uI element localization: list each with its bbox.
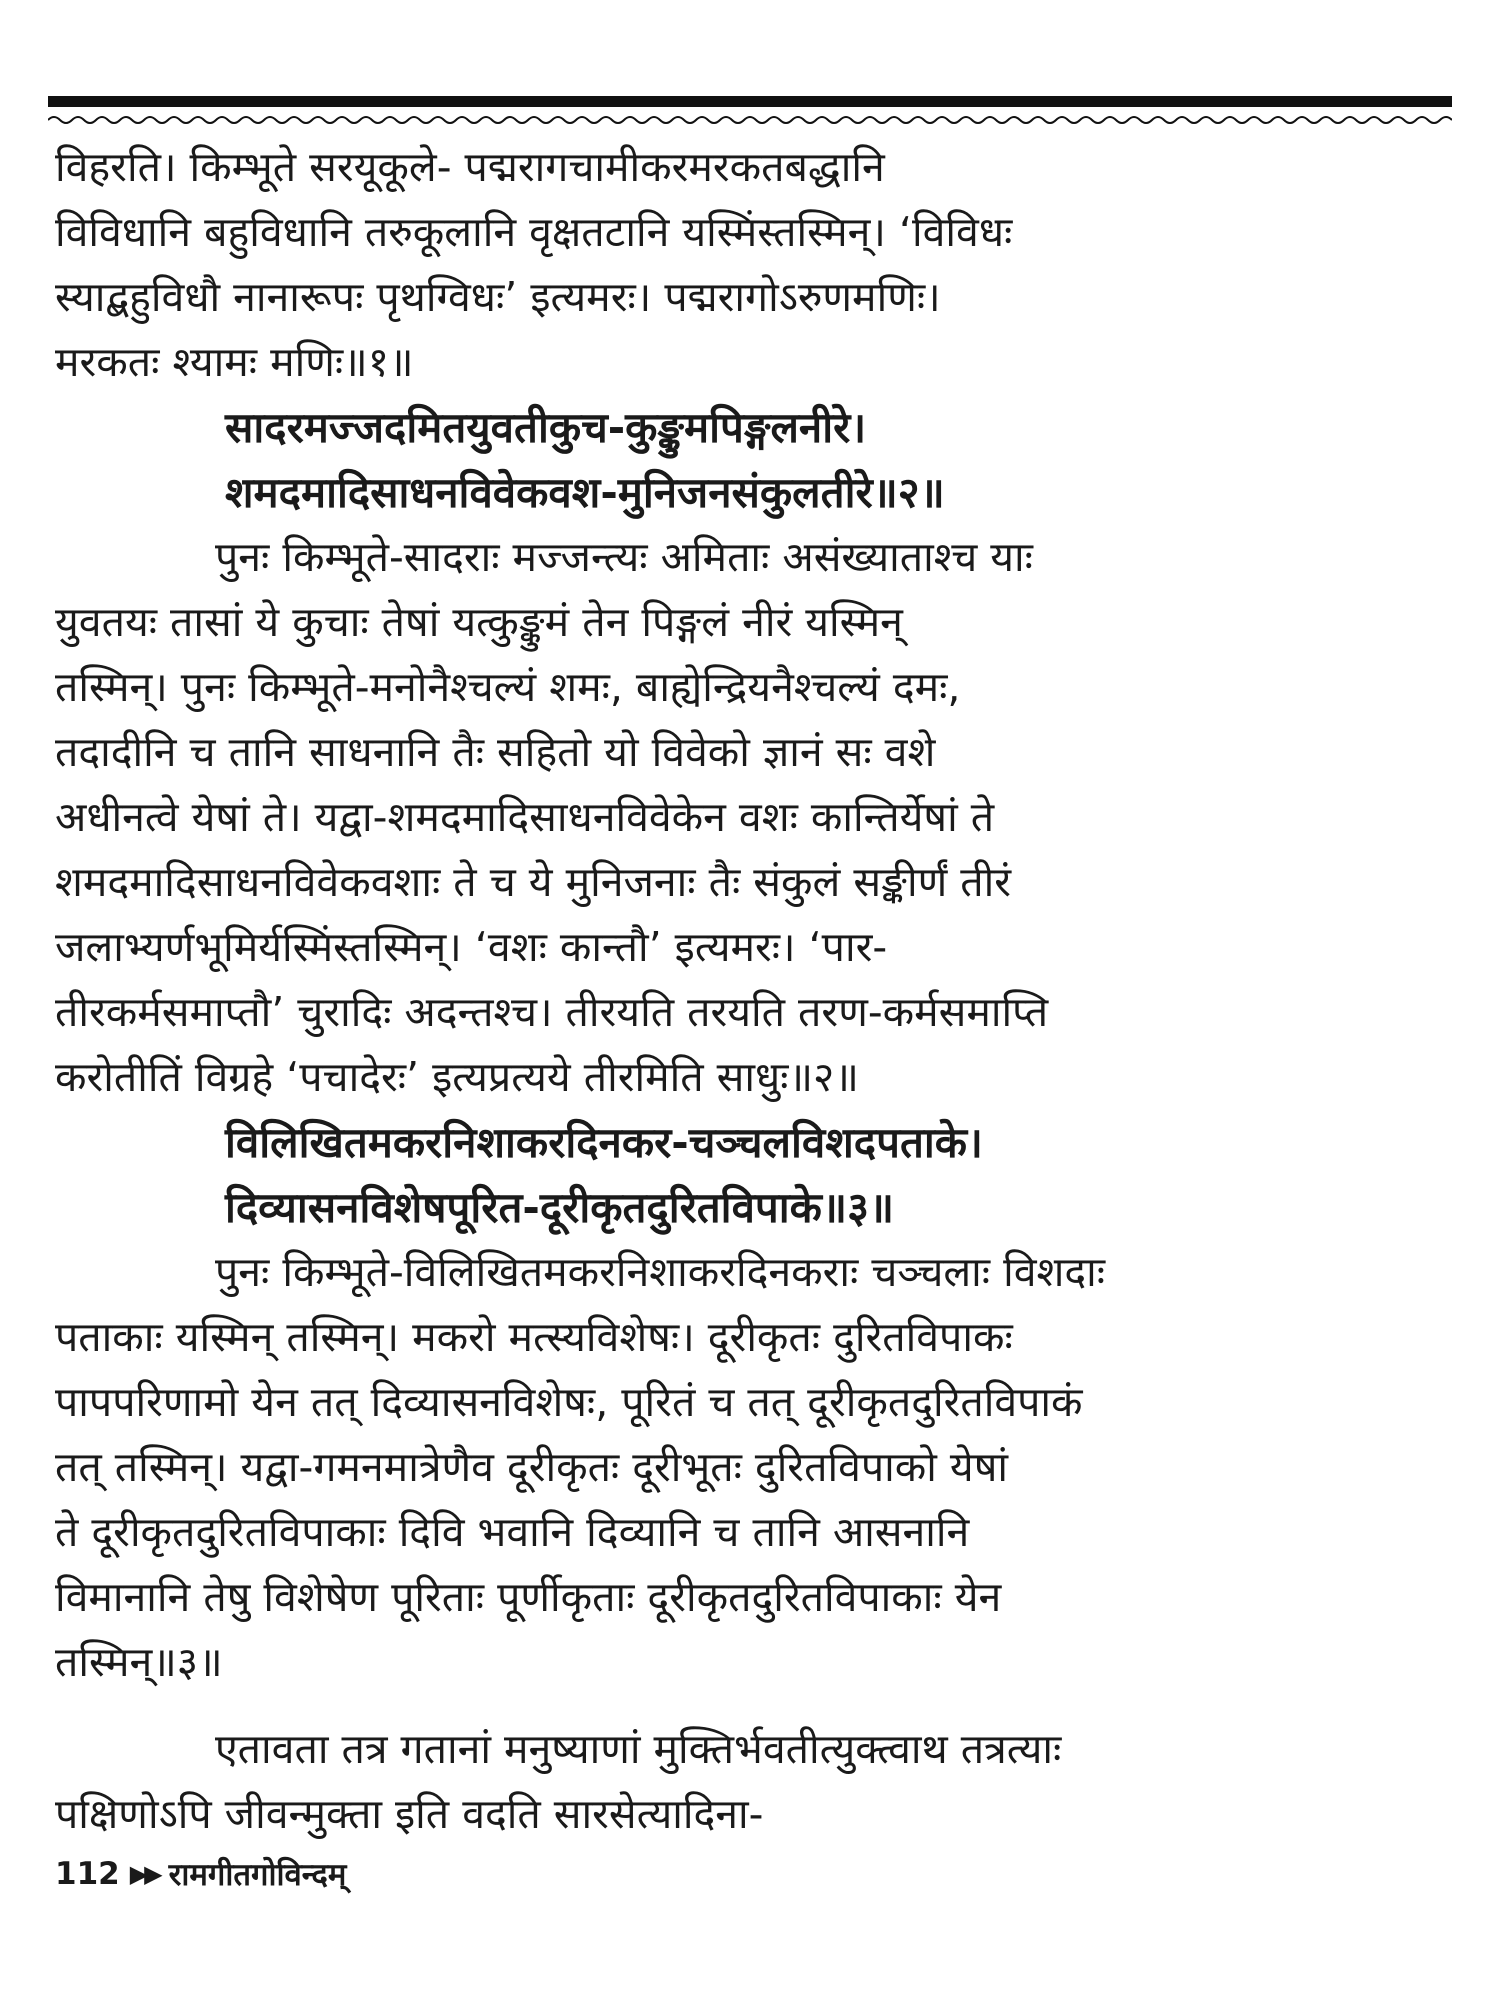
- commentary-line: तस्मिन्। पुनः किम्भूते-मनोनैश्चल्यं शमः, बाह्येन्द्रियनैश्चल्यं दमः,: [55, 663, 961, 711]
- commentary-line: पुनः किम्भूते-विलिखितमकरनिशाकरदिनकराः चञ्चलाः विशदाः: [215, 1248, 1106, 1296]
- commentary-line: स्याद्बहुविधौ नानारूपः पृथग्विधः’ इत्यमरः। पद्मरागोऽरुणमणिः।: [55, 273, 941, 321]
- commentary-line: शमदमादिसाधनविवेकवशाः ते च ये मुनिजनाः तैः संकुलं सङ्कीर्णं तीरं: [55, 858, 1012, 906]
- commentary-line: पताकाः यस्मिन् तस्मिन्। मकरो मत्स्यविशेषः। दूरीकृतः दुरितविपाकः: [55, 1313, 1013, 1361]
- commentary-line: पुनः किम्भूते-सादराः मज्जन्त्यः अमिताः असंख्याताश्च याः: [215, 533, 1033, 581]
- commentary-line: जलाभ्यर्णभूमिर्यस्मिंस्तस्मिन्। ‘वशः कान्तौ’ इत्यमरः। ‘पार-: [55, 923, 888, 971]
- verse-line: विलिखितमकरनिशाकरदिनकर-चञ्चलविशदपताके।: [225, 1118, 983, 1167]
- commentary-line: युवतयः तासां ये कुचाः तेषां यत्कुङ्कुमं तेन पिङ्गलं नीरं यस्मिन्: [55, 598, 903, 646]
- commentary-line: विविधानि बहुविधानि तरुकूलानि वृक्षतटानि यस्मिंस्तस्मिन्। ‘विविधः: [55, 208, 1013, 256]
- commentary-line: तस्मिन्॥३॥: [55, 1638, 223, 1686]
- page-footer: [55, 1853, 346, 1895]
- commentary-line: पापपरिणामो येन तत् दिव्यासनविशेषः, पूरितं च तत् दूरीकृतदुरितविपाकं: [55, 1378, 1083, 1426]
- page-body: [55, 135, 1450, 1847]
- commentary-line: पक्षिणोऽपि जीवन्मुक्ता इति वदति सारसेत्यादिना-: [55, 1790, 764, 1838]
- commentary-line: विमानानि तेषु विशेषेण पूरिताः पूर्णीकृताः दूरीकृतदुरितविपाकाः येन: [55, 1573, 1002, 1621]
- wavy-rule: [48, 117, 1452, 123]
- commentary-line: तदादीनि च तानि साधनानि तैः सहितो यो विवेको ज्ञानं सः वशे: [55, 728, 936, 776]
- book-title: रामगीतगोविन्दम्: [168, 1857, 347, 1893]
- commentary-line: विहरति। किम्भूते सरयूकूले- पद्मरागचामीकरमरकतबद्धानि: [55, 143, 885, 191]
- verse-line: सादरमज्जदमितयुवतीकुच-कुङ्कुमपिङ्गलनीरे।: [225, 403, 867, 452]
- commentary-line: ते दूरीकृतदुरितविपाकाः दिवि भवानि दिव्यानि च तानि आसनानि: [55, 1508, 970, 1556]
- commentary-line: करोतीतिं विग्रहे ‘पचादेरः’ इत्यप्रत्यये तीरमिति साधुः॥२॥: [55, 1053, 859, 1101]
- commentary-line: एतावता तत्र गतानां मनुष्याणां मुक्तिर्भवतीत्युक्त्वाथ तत्रत्याः: [215, 1725, 1062, 1773]
- commentary-line: तत् तस्मिन्। यद्वा-गमनमात्रेणैव दूरीकृतः दूरीभूतः दुरितविपाको येषां: [55, 1443, 1009, 1491]
- verse-line: शमदमादिसाधनविवेकवश-मुनिजनसंकुलतीरे॥२॥: [225, 468, 945, 517]
- commentary-line: तीरकर्मसमाप्तौ’ चुरादिः अदन्तश्च। तीरयति तरयति तरण-कर्मसमाप्ति: [55, 988, 1049, 1036]
- verse-line: दिव्यासनविशेषपूरित-दूरीकृतदुरितविपाके॥३॥: [225, 1183, 895, 1232]
- commentary-line: अधीनत्वे येषां ते। यद्वा-शमदमादिसाधनविवेकेन वशः कान्तिर्येषां ते: [55, 793, 995, 841]
- header-rule: [48, 96, 1452, 136]
- page-number: 112: [55, 1856, 120, 1892]
- commentary-line: मरकतः श्यामः मणिः॥१॥: [55, 338, 414, 386]
- double-arrow-icon: ▶▶: [129, 1860, 159, 1888]
